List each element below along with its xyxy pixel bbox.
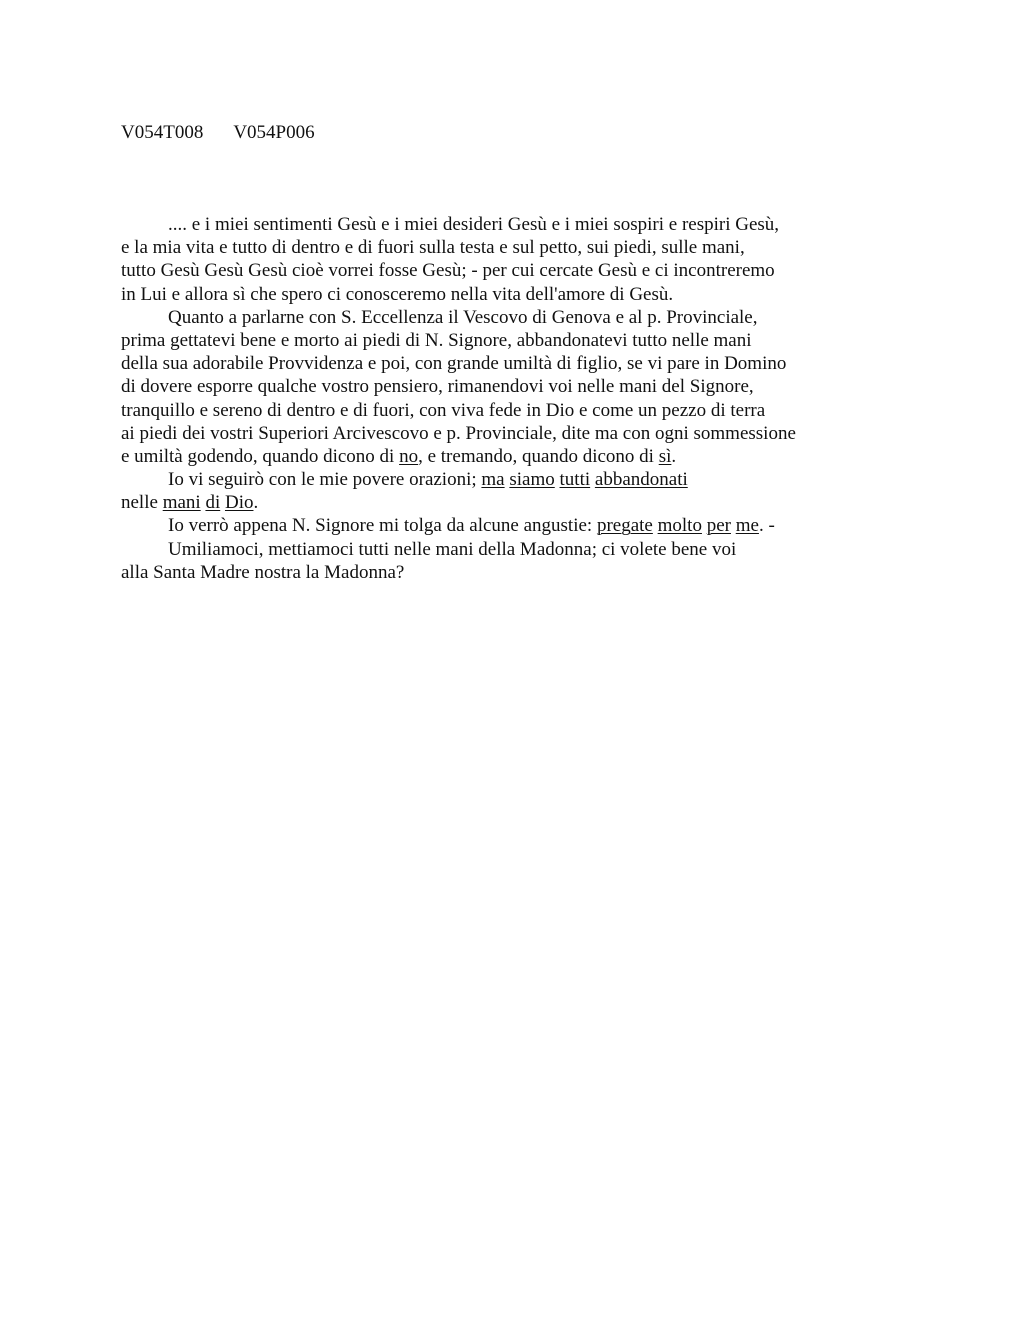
text-line (121, 445, 881, 468)
underlined-word: siamo (509, 469, 555, 491)
underlined-word: no (399, 445, 419, 467)
text-line: ai piedi dei vostri Superiori Arcivescovo e p. Provinciale, dite ma con ogni sommessione (121, 422, 796, 444)
text-line (121, 491, 881, 514)
text-segment: . - (758, 515, 775, 537)
underlined-word: di (205, 492, 221, 514)
underlined-word: me (735, 515, 759, 537)
document-code-volume-page: V054P006 (233, 122, 315, 143)
text-line: .... e i miei sentimenti Gesù e i miei desideri Gesù e i miei sospiri e respiri Gesù, (168, 214, 780, 235)
text-line: prima gettatevi bene e morto ai piedi di N. Signore, abbandonatevi tutto nelle mani (121, 329, 752, 351)
text-segment: , e tremando, quando dicono di (418, 445, 659, 467)
text-segment: e umiltà godendo, quando dicono di (121, 445, 400, 467)
underlined-word: molto (657, 515, 702, 537)
text-segment: . (253, 492, 259, 514)
text-line (121, 468, 881, 491)
text-line: alla Santa Madre nostra la Madonna? (121, 561, 405, 583)
text-segment: Io vi seguirò con le mie povere orazioni; (168, 469, 482, 491)
underlined-word: Dio (224, 492, 254, 514)
text-line: Umiliamoci, mettiamoci tutti nelle mani della Madonna; ci volete bene voi (168, 538, 737, 560)
text-line: della sua adorabile Provvidenza e poi, con grande umiltà di figlio, se vi pare in Domino (121, 353, 787, 375)
underlined-word: mani (162, 492, 201, 514)
text-line (121, 514, 881, 537)
text-line: Quanto a parlarne con S. Eccellenza il Vescovo di Genova e al p. Provinciale, (168, 306, 758, 328)
letter-body (121, 213, 881, 584)
text-line: in Lui e allora sì che spero ci conosceremo nella vita dell'amore di Gesù. (121, 283, 674, 305)
underlined-word: per (706, 515, 731, 537)
text-line: tranquillo e sereno di dentro e di fuori, con viva fede in Dio e come un pezzo di terra (121, 399, 766, 421)
underlined-word: ma (481, 469, 505, 491)
text-segment: Io verrò appena N. Signore mi tolga da alcune angustie: (168, 515, 597, 537)
document-header (121, 121, 315, 144)
text-line: tutto Gesù Gesù Gesù cioè vorrei fosse Gesù; - per cui cercate Gesù e ci incontreremo (121, 260, 775, 282)
document-code-volume-text: V054T008 (121, 122, 204, 143)
text-line: e la mia vita e tutto di dentro e di fuori sulla testa e sul petto, sui piedi, sulle mani, (121, 237, 745, 259)
text-segment: . (671, 445, 677, 467)
text-line: di dovere esporre qualche vostro pensiero, rimanendovi voi nelle mani del Signore, (121, 376, 754, 398)
underlined-word: pregate (596, 515, 653, 537)
underlined-word: tutti (559, 469, 591, 491)
underlined-word: abbandonati (594, 469, 688, 491)
text-segment: nelle (121, 492, 163, 514)
underlined-word: sì (658, 445, 672, 467)
